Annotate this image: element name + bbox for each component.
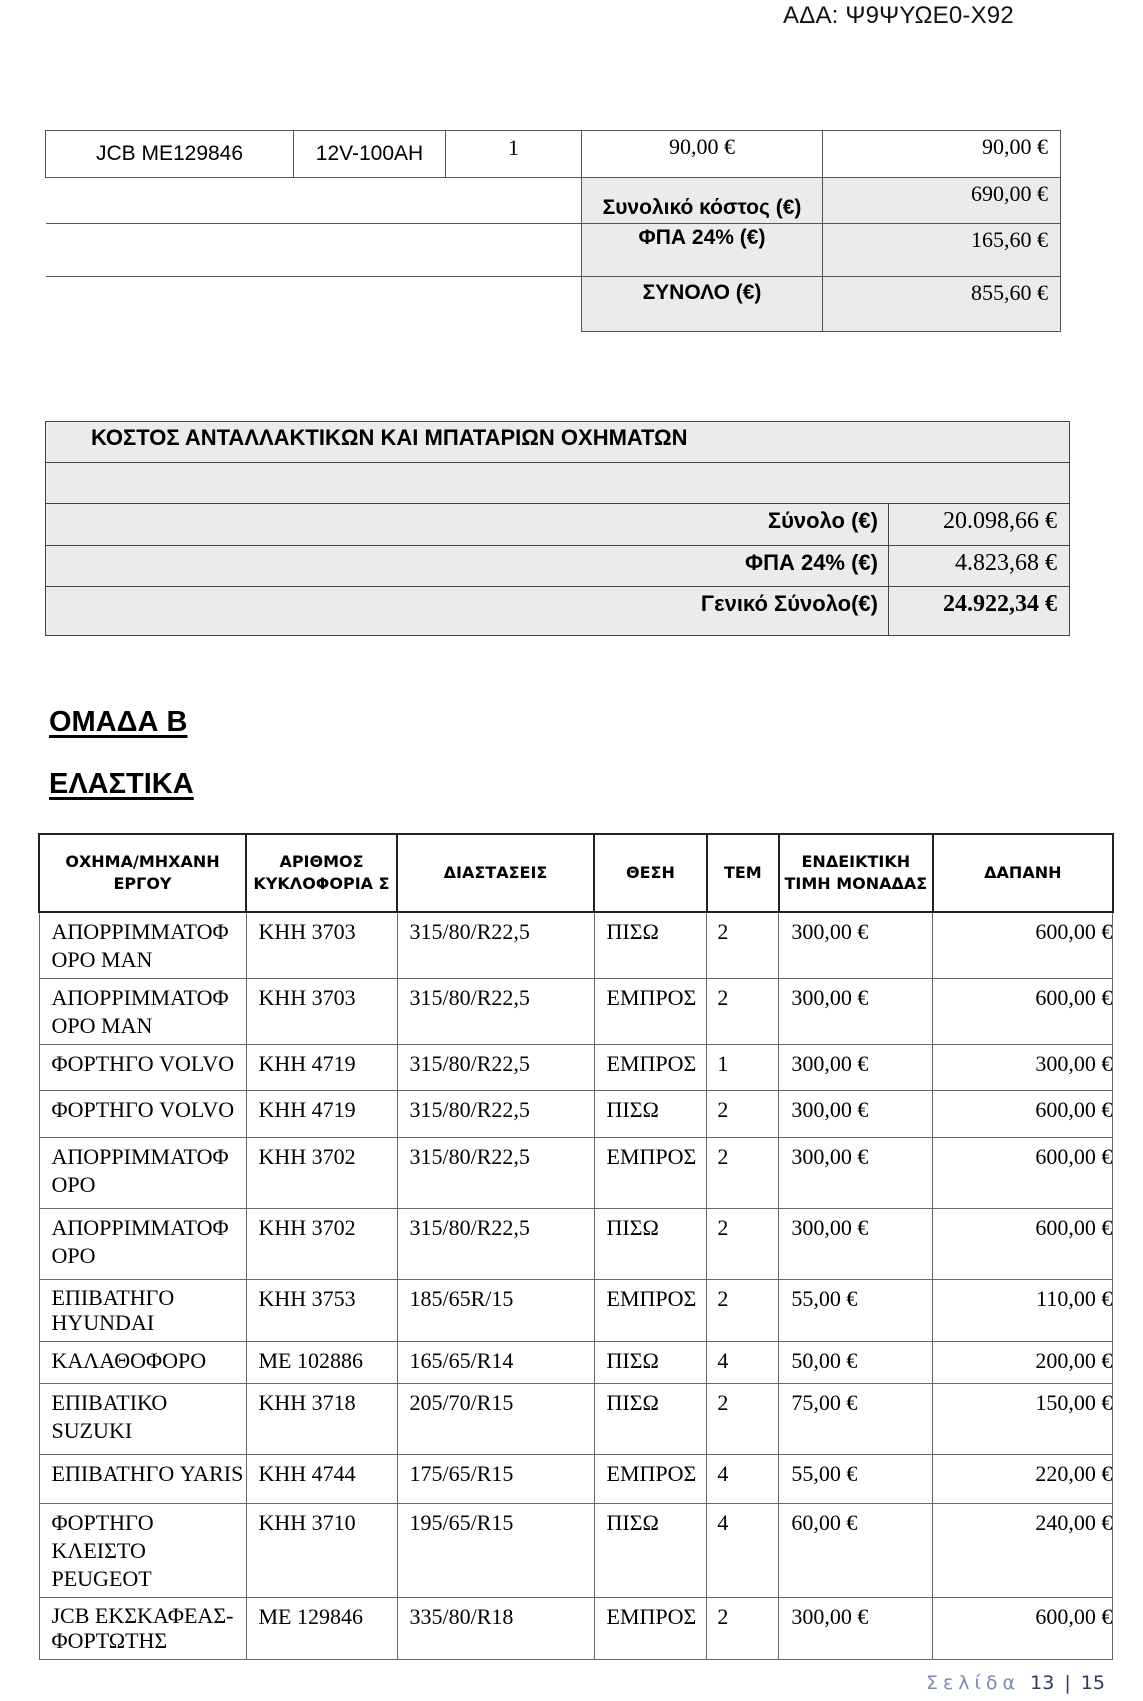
row-size: 315/80/R22,5 — [397, 1138, 594, 1209]
row-vehicle: ΑΠΟΡΡΙΜΜΑΤΟΦ ΟΡΟ MAN — [39, 979, 246, 1045]
row-unit-price: 300,00 € — [779, 912, 933, 979]
table-row — [39, 1598, 1113, 1660]
row-size: 315/80/R22,5 — [397, 1209, 594, 1280]
row-cost: 200,00 € — [933, 1342, 1113, 1384]
page-separator: | — [1064, 1672, 1071, 1694]
row-cost: 600,00 € — [933, 1209, 1113, 1280]
summary-vat-value: 4.823,68 € — [889, 546, 1070, 587]
row-plate: ΚΗΗ 3702 — [246, 1209, 397, 1280]
row-size: 315/80/R22,5 — [397, 1045, 594, 1091]
summary-title: ΚΟΣΤΟΣ ΑΝΤΑΛΛΑΚΤΙΚΩΝ ΚΑΙ ΜΠΑΤΑΡΙΩΝ ΟΧΗΜΑΤΩΝ — [46, 422, 1070, 463]
row-qty: 2 — [707, 979, 779, 1045]
row-unit-price: 55,00 € — [779, 1280, 933, 1342]
total-cost-label: Συνολικό κόστος (€) — [582, 178, 823, 224]
row-position: ΕΜΠΡΟΣ — [594, 1045, 707, 1091]
row-size: 165/65/R14 — [397, 1342, 594, 1384]
table-row — [39, 1209, 1113, 1280]
battery-unit-price: 90,00 € — [582, 131, 823, 178]
row-cost: 600,00 € — [933, 1598, 1113, 1660]
table-row — [39, 1280, 1113, 1342]
row-plate: ΚΗΗ 3753 — [246, 1280, 397, 1342]
row-qty: 2 — [707, 912, 779, 979]
row-size: 185/65R/15 — [397, 1280, 594, 1342]
row-position: ΕΜΠΡΟΣ — [594, 1455, 707, 1504]
row-plate: ΚΗΗ 4744 — [246, 1455, 397, 1504]
battery-total: 90,00 € — [823, 131, 1061, 178]
row-plate: ΜΕ 129846 — [246, 1598, 397, 1660]
row-qty: 4 — [707, 1342, 779, 1384]
row-vehicle: JCB ΕΚΣΚΑΦΕΑΣ- ΦΟΡΤΩΤΗΣ — [39, 1598, 246, 1660]
battery-cost-table — [45, 130, 1061, 332]
row-plate: ΜΕ 102886 — [246, 1342, 397, 1384]
row-position: ΕΜΠΡΟΣ — [594, 1138, 707, 1209]
col-position: ΘΕΣΗ — [594, 834, 707, 912]
row-vehicle: ΑΠΟΡΡΙΜΜΑΤΟΦ ΟΡΟ — [39, 1209, 246, 1280]
row-size: 315/80/R22,5 — [397, 979, 594, 1045]
row-size: 205/70/R15 — [397, 1384, 594, 1455]
row-size: 335/80/R18 — [397, 1598, 594, 1660]
tires-header-row — [39, 834, 1113, 912]
row-qty: 1 — [707, 1045, 779, 1091]
row-qty: 2 — [707, 1384, 779, 1455]
row-position: ΠΙΣΩ — [594, 1091, 707, 1138]
summary-grand-total-label: Γενικό Σύνολο(€) — [46, 587, 889, 636]
row-cost: 150,00 € — [933, 1384, 1113, 1455]
table-row — [39, 1384, 1113, 1455]
row-cost: 600,00 € — [933, 1138, 1113, 1209]
row-qty: 4 — [707, 1504, 779, 1598]
summary-subtotal-row — [46, 504, 1070, 546]
table-row — [39, 979, 1113, 1045]
row-position: ΠΙΣΩ — [594, 1342, 707, 1384]
row-cost: 600,00 € — [933, 979, 1113, 1045]
row-position: ΠΙΣΩ — [594, 1384, 707, 1455]
row-position: ΕΜΠΡΟΣ — [594, 1280, 707, 1342]
table-row — [39, 1455, 1113, 1504]
row-unit-price: 75,00 € — [779, 1384, 933, 1455]
row-plate: ΚΗΗ 4719 — [246, 1091, 397, 1138]
row-unit-price: 300,00 € — [779, 1138, 933, 1209]
table-row — [39, 1091, 1113, 1138]
category-heading: ΕΛΑΣΤΙΚΑ — [49, 768, 194, 800]
row-plate: ΚΗΗ 3703 — [246, 979, 397, 1045]
row-position: ΠΙΣΩ — [594, 1209, 707, 1280]
row-qty: 2 — [707, 1138, 779, 1209]
row-qty: 2 — [707, 1280, 779, 1342]
row-unit-price: 300,00 € — [779, 979, 933, 1045]
battery-row — [46, 131, 1061, 178]
col-cost: ΔΑΠΑΝΗ — [933, 834, 1113, 912]
summary-vat-row — [46, 546, 1070, 587]
row-cost: 600,00 € — [933, 1091, 1113, 1138]
row-unit-price: 50,00 € — [779, 1342, 933, 1384]
row-vehicle: ΑΠΟΡΡΙΜΜΑΤΟΦ ΟΡΟ MAN — [39, 912, 246, 979]
row-position: ΠΙΣΩ — [594, 912, 707, 979]
row-plate: ΚΗΗ 3710 — [246, 1504, 397, 1598]
table-row — [39, 1045, 1113, 1091]
row-cost: 300,00 € — [933, 1045, 1113, 1091]
table-row — [39, 912, 1113, 979]
summary-grand-total-row — [46, 587, 1070, 636]
row-vehicle: ΚΑΛΑΘΟΦΟΡΟ — [39, 1342, 246, 1384]
row-vehicle: ΦΟΡΤΗΓΟ VOLVO — [39, 1045, 246, 1091]
battery-qty: 1 — [446, 131, 582, 178]
col-unit-price: ΕΝΔΕΙΚΤΙΚΗ ΤΙΜΗ ΜΟΝΑΔΑΣ — [779, 834, 933, 912]
page-number: 13 — [1030, 1672, 1055, 1694]
row-vehicle: ΦΟΡΤΗΓΟ ΚΛΕΙΣΤΟ PEUGEOT — [39, 1504, 246, 1598]
col-dimensions: ΔΙΑΣΤΑΣΕΙΣ — [397, 834, 594, 912]
row-cost: 600,00 € — [933, 912, 1113, 979]
row-qty: 2 — [707, 1091, 779, 1138]
col-vehicle: ΟΧΗΜΑ/ΜΗΧΑΝΗ ΕΡΓΟΥ — [39, 834, 246, 912]
row-cost: 240,00 € — [933, 1504, 1113, 1598]
vat-value: 165,60 € — [823, 224, 1061, 277]
battery-type: 12V-100AH — [294, 131, 446, 178]
row-size: 315/80/R22,5 — [397, 912, 594, 979]
row-position: ΕΜΠΡΟΣ — [594, 979, 707, 1045]
subtotal-label: Σύνολο (€) — [46, 504, 889, 546]
grand-total-value: 855,60 € — [823, 277, 1061, 332]
row-unit-price: 300,00 € — [779, 1091, 933, 1138]
row-qty: 4 — [707, 1455, 779, 1504]
vat-label: ΦΠΑ 24% (€) — [582, 224, 823, 277]
row-size: 315/80/R22,5 — [397, 1091, 594, 1138]
table-row — [39, 1138, 1113, 1209]
group-heading: ΟΜΑΔΑ Β — [49, 706, 188, 738]
row-size: 175/65/R15 — [397, 1455, 594, 1504]
row-vehicle: ΦΟΡΤΗΓΟ VOLVO — [39, 1091, 246, 1138]
total-cost-value: 690,00 € — [823, 178, 1061, 224]
total-pages: 15 — [1080, 1672, 1105, 1694]
row-qty: 2 — [707, 1598, 779, 1660]
battery-total-cost-row — [46, 178, 1061, 224]
row-position: ΠΙΣΩ — [594, 1504, 707, 1598]
ada-document-id: ΑΔΑ: Ψ9ΨΥΩΕ0-Χ92 — [783, 2, 1014, 29]
page-footer — [926, 1672, 1105, 1694]
row-plate: ΚΗΗ 3718 — [246, 1384, 397, 1455]
row-vehicle: ΕΠΙΒΑΤΙΚΟ SUZUKI — [39, 1384, 246, 1455]
grand-total-label: ΣΥΝΟΛΟ (€) — [582, 277, 823, 332]
row-vehicle: ΑΠΟΡΡΙΜΜΑΤΟΦ ΟΡΟ — [39, 1138, 246, 1209]
row-cost: 220,00 € — [933, 1455, 1113, 1504]
row-plate: ΚΗΗ 3703 — [246, 912, 397, 979]
page-word: Σελίδα — [925, 1672, 1021, 1694]
row-unit-price: 300,00 € — [779, 1598, 933, 1660]
battery-vehicle: JCB ME129846 — [46, 131, 294, 178]
col-qty: ΤΕΜ — [707, 834, 779, 912]
row-vehicle: ΕΠΙΒΑΤΗΓΟ HYUNDAI — [39, 1280, 246, 1342]
summary-empty-row — [46, 463, 1070, 504]
col-plate: ΑΡΙΘΜΟΣ ΚΥΚΛΟΦΟΡΙΑ Σ — [246, 834, 397, 912]
row-unit-price: 60,00 € — [779, 1504, 933, 1598]
battery-grand-total-row — [46, 277, 1061, 332]
summary-grand-total-value: 24.922,34 € — [889, 587, 1070, 636]
row-vehicle: ΕΠΙΒΑΤΗΓΟ YARIS — [39, 1455, 246, 1504]
row-plate: ΚΗΗ 4719 — [246, 1045, 397, 1091]
row-plate: ΚΗΗ 3702 — [246, 1138, 397, 1209]
summary-vat-label: ΦΠΑ 24% (€) — [46, 546, 889, 587]
table-row — [39, 1342, 1113, 1384]
tires-table — [38, 833, 1114, 1660]
row-position: ΕΜΠΡΟΣ — [594, 1598, 707, 1660]
row-cost: 110,00 € — [933, 1280, 1113, 1342]
row-unit-price: 300,00 € — [779, 1045, 933, 1091]
table-row — [39, 1504, 1113, 1598]
subtotal-value: 20.098,66 € — [889, 504, 1070, 546]
row-size: 195/65/R15 — [397, 1504, 594, 1598]
row-qty: 2 — [707, 1209, 779, 1280]
parts-battery-cost-summary — [45, 421, 1070, 636]
row-unit-price: 55,00 € — [779, 1455, 933, 1504]
battery-vat-row — [46, 224, 1061, 277]
row-unit-price: 300,00 € — [779, 1209, 933, 1280]
